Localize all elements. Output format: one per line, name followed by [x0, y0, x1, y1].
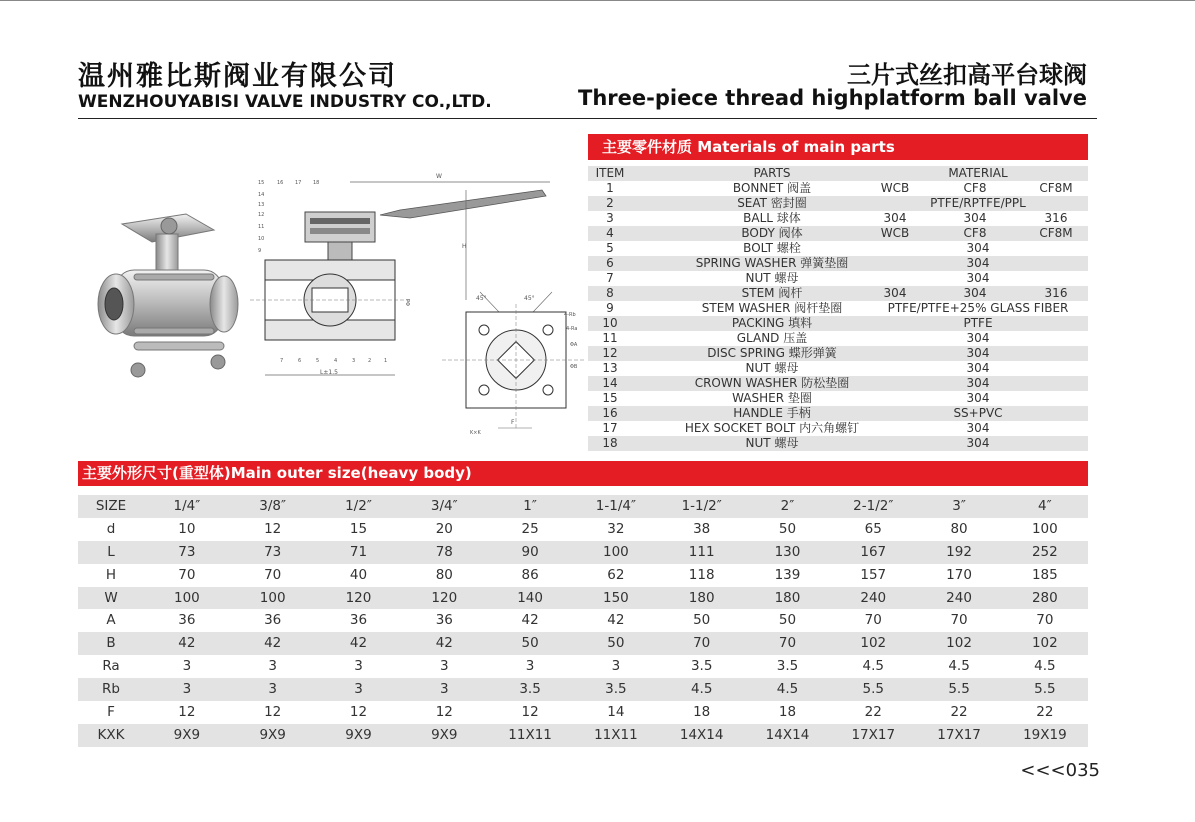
materials-row	[588, 331, 1088, 346]
dimension-value: 167	[860, 543, 887, 560]
part-name: BOLT 螺栓	[743, 241, 801, 255]
dimension-value: 11X11	[508, 726, 552, 743]
material-cf8m: 316	[1044, 286, 1068, 300]
callout: 6	[298, 358, 302, 364]
dimension-value: 12	[178, 704, 196, 721]
part-name: BALL 球体	[743, 211, 801, 225]
part-name: HANDLE 手柄	[733, 406, 811, 420]
dimension-value: 10	[178, 520, 196, 537]
dimension-value: 102	[946, 635, 972, 652]
callout: 5	[316, 358, 320, 364]
dimension-value: 36	[178, 612, 196, 629]
company-name-cn: 温州雅比斯阀业有限公司	[78, 61, 397, 92]
dim-w-label: W	[436, 173, 442, 180]
materials-heading: 主要零件材质 Materials of main parts	[588, 134, 1088, 160]
dimension-value: 42	[349, 635, 368, 652]
dimension-value: 120	[431, 589, 458, 606]
dimension-value: 14	[607, 704, 625, 721]
materials-row	[588, 361, 1088, 376]
part-name: STEM WASHER 阀杆垫圈	[701, 301, 843, 315]
part-name: STEM 阀杆	[741, 286, 803, 300]
dimension-value: 70	[178, 566, 196, 583]
dimension-value: 170	[946, 566, 972, 583]
part-name: BODY 阀体	[741, 226, 803, 240]
material-wcb: WCB	[880, 181, 910, 195]
part-name: SEAT 密封圈	[737, 196, 807, 210]
dimension-value: 12	[521, 704, 539, 721]
dimension-value: 100	[1031, 520, 1058, 537]
materials-row	[588, 196, 1088, 211]
size-column-header: 1/4″	[173, 498, 201, 514]
dimension-value: 42	[178, 635, 196, 652]
dim-h-label: H	[462, 243, 467, 250]
callout: 9	[258, 248, 262, 254]
materials-row	[588, 256, 1088, 271]
dimension-value: 25	[521, 520, 539, 537]
part-name: NUT 螺母	[745, 361, 799, 375]
dimension-label: KXK	[97, 726, 125, 743]
size-column-header: 1-1/2″	[681, 498, 722, 514]
dimension-value: 140	[517, 589, 543, 606]
dimension-value: 3	[439, 681, 449, 698]
materials-header-row	[588, 166, 1088, 181]
dimension-value: 86	[521, 566, 539, 583]
size-row	[78, 655, 1088, 678]
materials-row	[588, 271, 1088, 286]
size-column-header: 3/8″	[259, 498, 287, 514]
size-row	[78, 632, 1088, 655]
part-name: BONNET 阀盖	[732, 181, 812, 195]
part-name: DISC SPRING 蝶形弹簧	[707, 346, 837, 360]
dimension-value: 50	[521, 635, 539, 652]
callout: 12	[258, 212, 265, 218]
dimension-value: 12	[349, 704, 368, 721]
dimension-value: 42	[521, 612, 539, 629]
material-value: 304	[966, 331, 990, 345]
dimension-value: 100	[174, 589, 200, 606]
callout: 16	[277, 180, 284, 186]
dimension-value: 280	[1031, 589, 1058, 606]
dimension-value: 3	[525, 658, 535, 675]
dimension-value: 70	[1036, 612, 1054, 629]
top-border	[0, 0, 1195, 1]
dimension-value: 252	[1031, 543, 1058, 560]
dimension-value: 111	[688, 543, 715, 560]
dimension-value: 42	[607, 612, 625, 629]
col-material-header: MATERIAL	[948, 166, 1008, 180]
material-wcb: WCB	[880, 226, 910, 240]
dimension-value: 120	[345, 589, 372, 606]
dimension-value: 3	[354, 681, 363, 698]
dimension-value: 70	[778, 635, 797, 652]
label-f: F	[511, 419, 515, 426]
dimension-label: F	[107, 704, 115, 721]
item-number: 16	[602, 406, 618, 420]
size-column-header: 3″	[952, 498, 966, 514]
materials-row	[588, 376, 1088, 391]
material-value: 304	[966, 376, 990, 390]
item-number: 3	[606, 211, 614, 225]
dimension-value: 50	[607, 635, 625, 652]
dimension-value: 38	[693, 520, 711, 537]
dimension-value: 240	[860, 589, 887, 606]
dimension-value: 14X14	[679, 726, 724, 743]
dimension-value: 5.5	[862, 681, 885, 698]
dimension-value: 71	[349, 543, 368, 560]
callout: 4	[334, 358, 338, 364]
dim-d-label: Φd	[406, 298, 412, 306]
size-column-header: 3/4″	[430, 498, 458, 514]
dimension-label: d	[106, 520, 116, 537]
material-cf8: 304	[963, 211, 987, 225]
size-row	[78, 587, 1088, 610]
item-number: 7	[606, 271, 614, 285]
item-number: 5	[606, 241, 614, 255]
size-column-header: 4″	[1038, 498, 1052, 514]
material-value: 304	[966, 346, 990, 360]
material-value: PTFE/RPTFE/PPL	[930, 196, 1026, 210]
material-value: 304	[966, 436, 990, 450]
part-name: HEX SOCKET BOLT 内六角螺钉	[684, 421, 860, 435]
material-cf8m: CF8M	[1039, 181, 1073, 195]
dimension-value: 12	[264, 520, 282, 537]
dimension-label: Rb	[102, 681, 120, 698]
dimension-value: 118	[688, 566, 715, 583]
material-value: 304	[966, 241, 990, 255]
material-value: 304	[966, 271, 990, 285]
size-column-header: 1″	[523, 498, 537, 514]
callout: 15	[258, 180, 265, 186]
item-number: 8	[606, 286, 614, 300]
size-column-header: 2-1/2″	[853, 498, 894, 514]
size-row	[78, 564, 1088, 587]
material-cf8: CF8	[963, 226, 987, 240]
item-number: 13	[602, 361, 618, 375]
dimension-value: 192	[946, 543, 972, 560]
dimension-value: 102	[1031, 635, 1058, 652]
dimension-value: 70	[864, 612, 882, 629]
callout: 18	[313, 180, 320, 186]
dimension-value: 20	[435, 520, 453, 537]
item-number: 11	[602, 331, 618, 345]
dimension-value: 80	[435, 566, 453, 583]
label-a: ΦA	[570, 342, 578, 348]
dimension-value: 36	[349, 612, 368, 629]
dimension-value: 185	[1031, 566, 1058, 583]
label-ra: 4-Ra	[566, 326, 578, 332]
dimension-value: 12	[435, 704, 453, 721]
dimension-value: 22	[1036, 704, 1054, 721]
size-row	[78, 724, 1088, 747]
dimension-value: 15	[349, 520, 368, 537]
dimension-value: 22	[864, 704, 882, 721]
product-title-en: Three-piece thread highplatform ball valve	[578, 86, 1087, 110]
sizes-heading: 主要外形尺寸(重型体)Main outer size(heavy body)	[78, 461, 1088, 486]
dimension-value: 240	[946, 589, 972, 606]
valve-photo	[94, 212, 244, 392]
materials-row	[588, 421, 1088, 436]
dimension-value: 130	[774, 543, 801, 560]
dimension-label: L	[107, 543, 115, 560]
material-value: 304	[966, 361, 990, 375]
materials-row	[588, 241, 1088, 256]
dimension-value: 9X9	[345, 726, 372, 743]
dimension-value: 139	[774, 566, 801, 583]
size-label: SIZE	[95, 498, 127, 514]
dimension-value: 50	[778, 520, 797, 537]
callout: 2	[368, 358, 372, 364]
material-wcb: 304	[883, 211, 907, 225]
dimension-value: 4.5	[948, 658, 970, 675]
dimension-value: 3	[268, 658, 277, 675]
dimension-value: 50	[778, 612, 797, 629]
size-row	[78, 541, 1088, 564]
dimension-value: 17X17	[851, 726, 896, 743]
part-name: NUT 螺母	[745, 436, 799, 450]
size-column-header: 2″	[780, 498, 795, 514]
dimension-value: 73	[264, 543, 282, 560]
material-value: 304	[966, 421, 990, 435]
materials-row	[588, 436, 1088, 451]
dimension-value: 3	[354, 658, 363, 675]
size-row	[78, 701, 1088, 724]
material-cf8: CF8	[963, 181, 987, 195]
col-parts-header: PARTS	[753, 166, 791, 180]
dimension-value: 157	[860, 566, 887, 583]
size-row	[78, 678, 1088, 701]
valve-flange-drawing	[440, 290, 588, 440]
item-number: 9	[606, 301, 614, 315]
dimension-value: 78	[435, 543, 453, 560]
callout: 7	[280, 358, 284, 364]
item-number: 10	[602, 316, 618, 330]
dimension-value: 65	[864, 520, 882, 537]
dimension-value: 36	[264, 612, 282, 629]
dimension-value: 180	[774, 589, 801, 606]
dimension-value: 4.5	[862, 658, 885, 675]
dimension-value: 3	[182, 681, 192, 698]
part-name: PACKING 填料	[731, 316, 813, 330]
dimension-value: 3.5	[776, 658, 799, 675]
item-number: 17	[602, 421, 618, 435]
dimension-value: 3	[268, 681, 277, 698]
label-rb: 4-Rb	[564, 312, 576, 318]
dimension-value: 42	[264, 635, 282, 652]
item-number: 12	[602, 346, 618, 360]
part-name: GLAND 压盖	[736, 331, 808, 345]
size-column-header: 1/2″	[345, 498, 372, 514]
materials-row	[588, 181, 1088, 196]
callout: 1	[384, 358, 388, 364]
label-kxk: K×K	[470, 430, 481, 436]
dimension-value: 80	[950, 520, 968, 537]
dimension-value: 22	[950, 704, 968, 721]
product-title-cn: 三片式丝扣高平台球阀	[847, 61, 1087, 89]
dimension-value: 100	[259, 589, 286, 606]
callout: 11	[258, 224, 265, 230]
dim-l-label: L±1.5	[320, 369, 338, 376]
dimension-value: 3.5	[690, 658, 713, 675]
dimension-value: 90	[521, 543, 539, 560]
dimension-value: 4.5	[690, 681, 713, 698]
header-divider	[78, 118, 1097, 119]
material-value: 304	[966, 256, 990, 270]
dimension-label: A	[106, 612, 116, 629]
sizes-table	[78, 495, 1088, 747]
company-name-en: WENZHOUYABISI VALVE INDUSTRY CO.,LTD.	[78, 92, 492, 112]
sizes-header-row	[78, 495, 1088, 518]
dimension-value: 3	[182, 658, 192, 675]
dimension-value: 9X9	[259, 726, 286, 743]
dimension-value: 19X19	[1023, 726, 1067, 743]
part-name: WASHER 垫圈	[732, 391, 812, 405]
page-number: <<<035	[1020, 760, 1100, 781]
materials-row	[588, 301, 1088, 316]
dimension-value: 180	[688, 589, 715, 606]
dimension-value: 14X14	[765, 726, 810, 743]
material-value: PTFE	[963, 316, 993, 330]
materials-row	[588, 316, 1088, 331]
item-number: 18	[602, 436, 618, 450]
materials-row	[588, 406, 1088, 421]
dimension-label: Ra	[102, 658, 120, 675]
dimension-value: 70	[264, 566, 282, 583]
item-number: 4	[606, 226, 614, 240]
callout: 3	[352, 358, 356, 364]
item-number: 6	[606, 256, 614, 270]
materials-row	[588, 286, 1088, 301]
materials-table	[588, 166, 1088, 451]
dimension-value: 9X9	[431, 726, 458, 743]
material-cf8: 304	[963, 286, 987, 300]
callout: 14	[258, 192, 265, 198]
dimension-value: 102	[860, 635, 887, 652]
item-number: 2	[606, 196, 614, 210]
materials-row	[588, 346, 1088, 361]
part-name: CROWN WASHER 防松垫圈	[694, 376, 850, 390]
dimension-value: 5.5	[948, 681, 970, 698]
material-cf8m: CF8M	[1039, 226, 1073, 240]
dimension-value: 50	[693, 612, 711, 629]
materials-row	[588, 211, 1088, 226]
dimension-value: 73	[178, 543, 196, 560]
dimension-value: 32	[607, 520, 625, 537]
label-b: ΦB	[570, 364, 578, 370]
dimension-label: H	[105, 566, 117, 583]
dimension-value: 42	[435, 635, 453, 652]
size-column-header: 1-1/4″	[595, 498, 636, 514]
dimension-label: W	[104, 589, 118, 606]
dimension-value: 100	[602, 543, 629, 560]
dimension-value: 70	[950, 612, 968, 629]
item-number: 1	[606, 181, 614, 195]
item-number: 14	[602, 376, 618, 390]
material-wcb: 304	[883, 286, 907, 300]
size-row	[78, 518, 1088, 541]
dimension-value: 4.5	[776, 681, 799, 698]
material-value: SS+PVC	[953, 406, 1003, 420]
dimension-value: 17X17	[937, 726, 981, 743]
dimension-value: 12	[264, 704, 282, 721]
item-number: 15	[602, 391, 618, 405]
callout: 10	[258, 236, 265, 242]
material-value: PTFE/PTFE+25% GLASS FIBER	[887, 301, 1069, 315]
dimension-value: 3.5	[605, 681, 627, 698]
dimension-value: 62	[607, 566, 625, 583]
part-name: SPRING WASHER 弹簧垫圈	[695, 256, 849, 270]
dimension-value: 40	[349, 566, 368, 583]
callout: 13	[258, 202, 265, 208]
materials-row	[588, 226, 1088, 241]
dimension-value: 3	[611, 658, 621, 675]
dimension-value: 70	[693, 635, 711, 652]
part-name: NUT 螺母	[745, 271, 799, 285]
callout: 17	[295, 180, 302, 186]
dimension-label: B	[106, 635, 116, 652]
dimension-value: 3	[439, 658, 449, 675]
dimension-value: 4.5	[1034, 658, 1056, 675]
dimension-value: 18	[693, 704, 711, 721]
angle-right-label: 45°	[524, 295, 535, 302]
angle-left-label: 45°	[476, 295, 487, 302]
dimension-value: 9X9	[173, 726, 201, 743]
col-item-header: ITEM	[595, 166, 625, 180]
material-cf8m: 316	[1044, 211, 1068, 225]
dimension-value: 36	[435, 612, 453, 629]
dimension-value: 5.5	[1034, 681, 1056, 698]
dimension-value: 3.5	[519, 681, 541, 698]
dimension-value: 11X11	[594, 726, 638, 743]
size-row	[78, 609, 1088, 632]
material-value: 304	[966, 391, 990, 405]
materials-row	[588, 391, 1088, 406]
dimension-value: 150	[602, 589, 629, 606]
dimension-value: 18	[778, 704, 797, 721]
